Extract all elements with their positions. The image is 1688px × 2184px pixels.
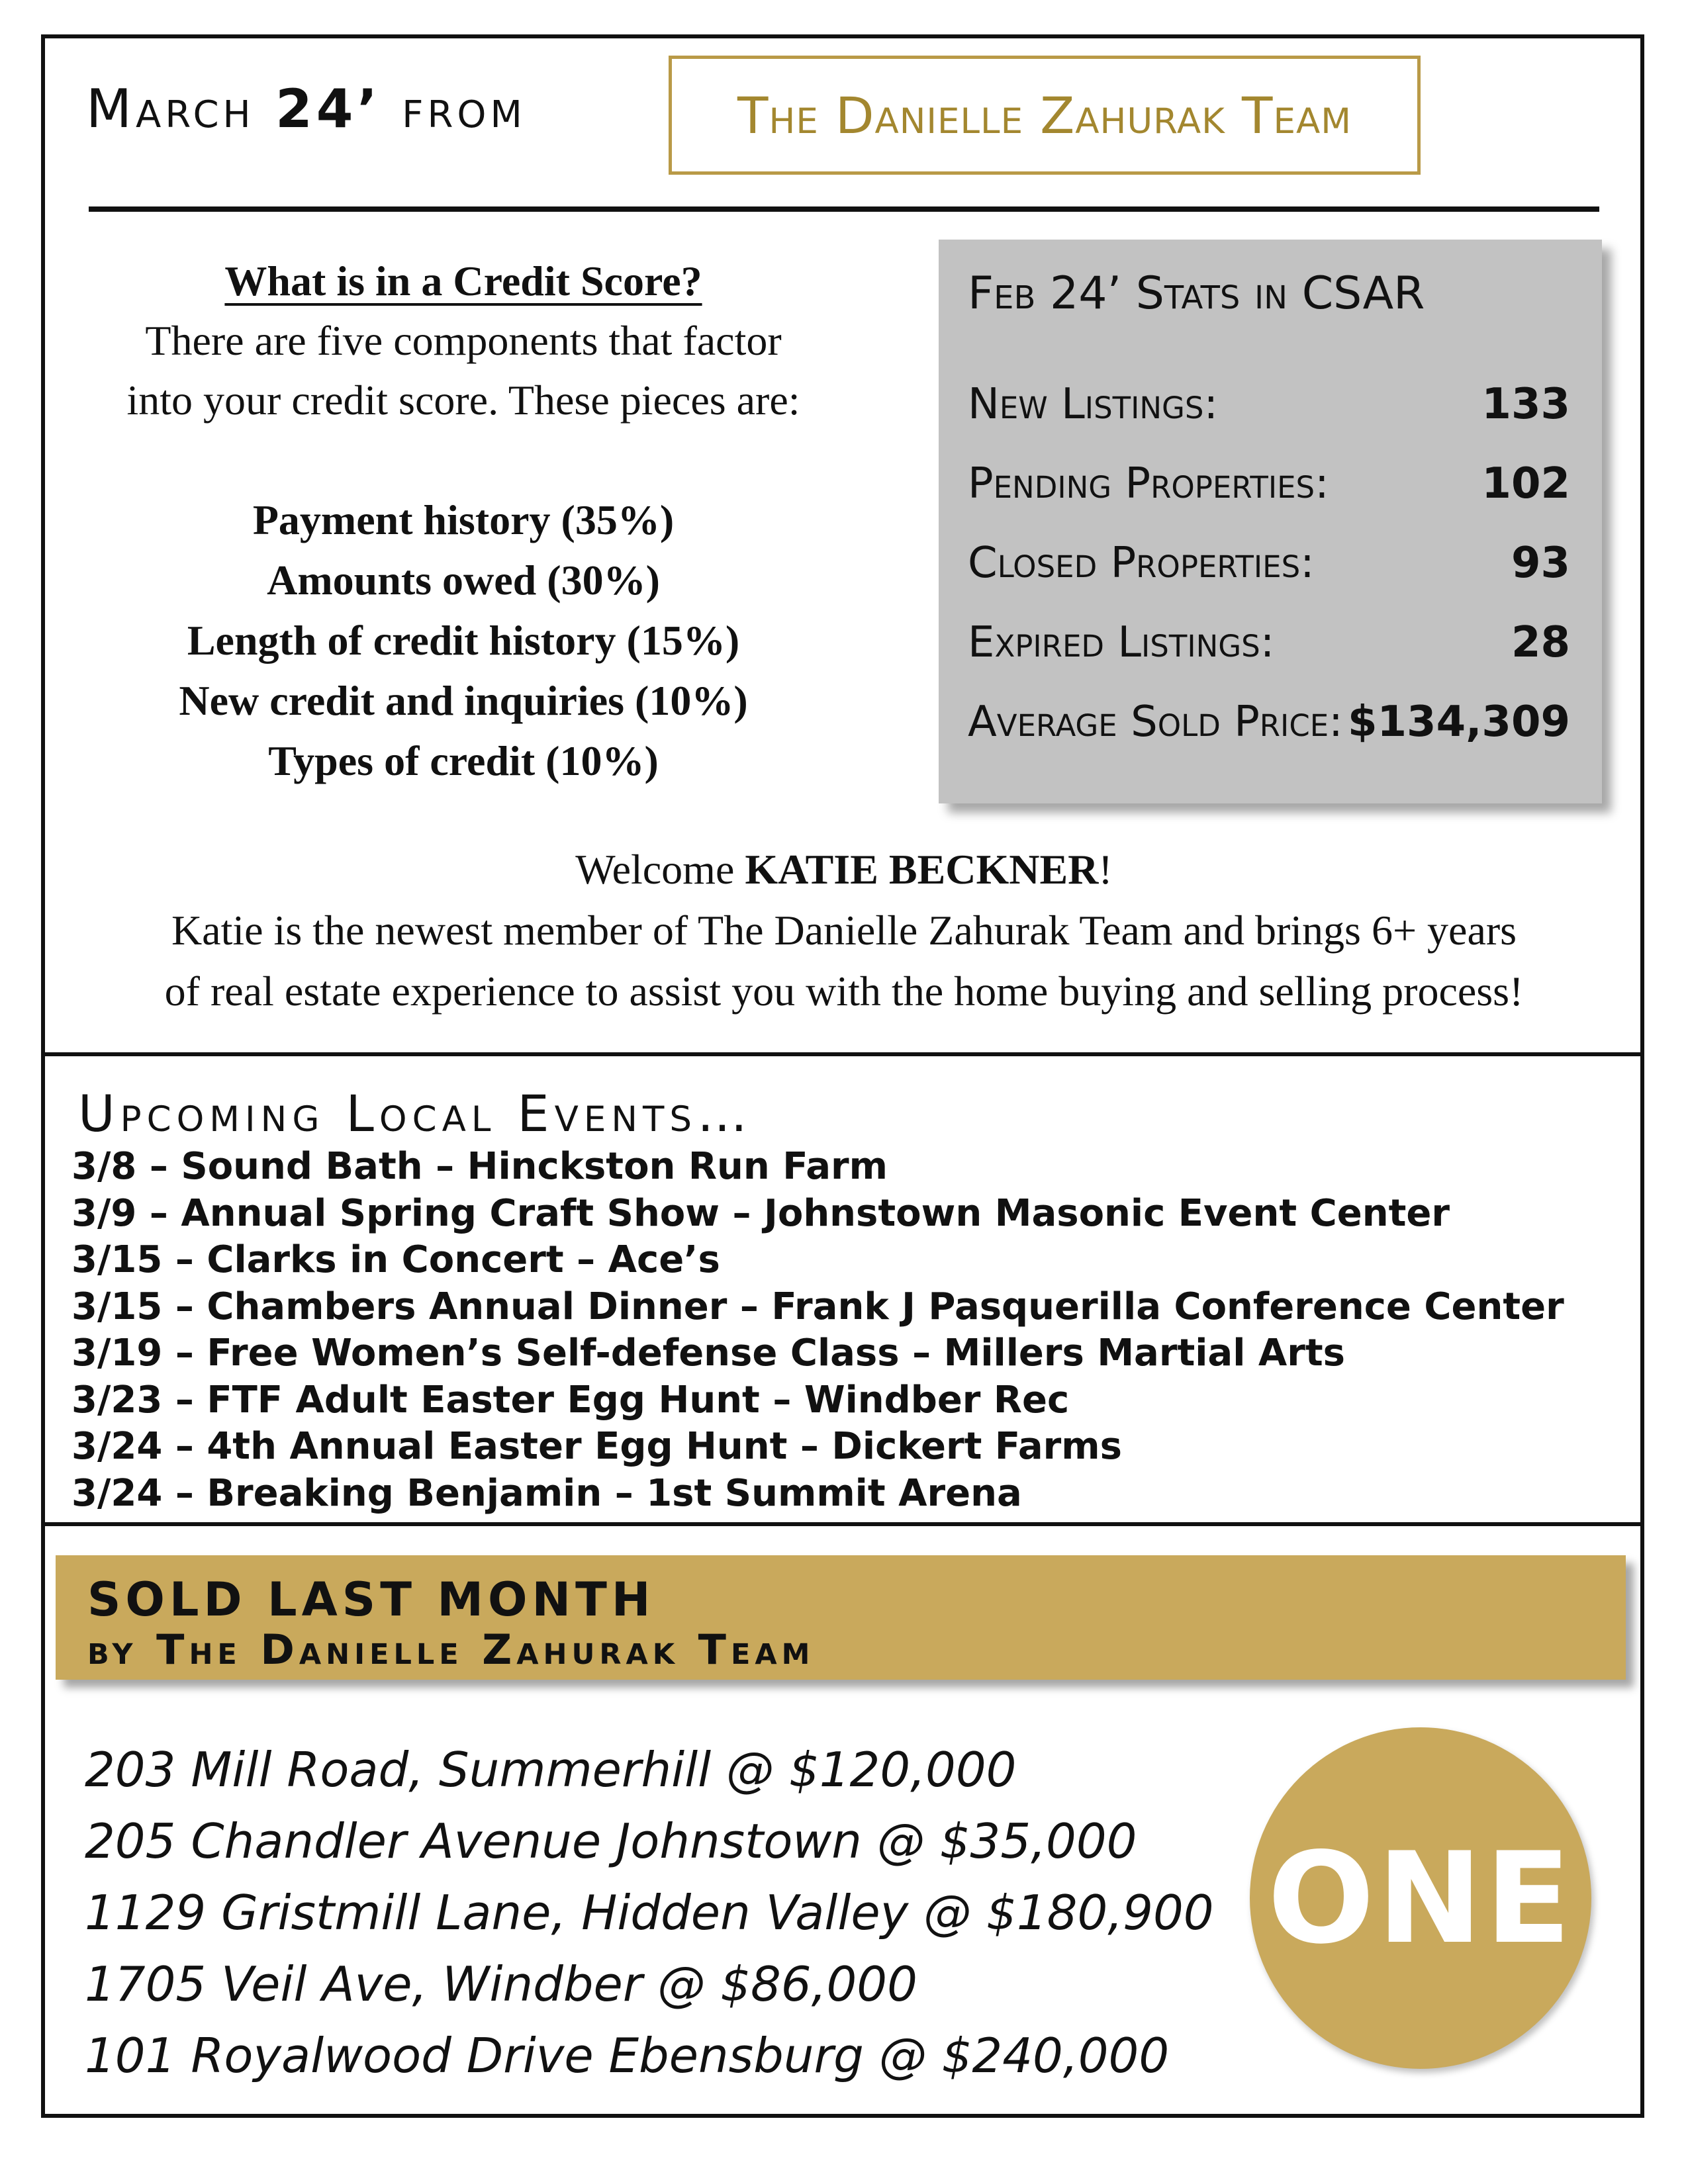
header-from: from [402, 78, 526, 140]
section-divider [41, 1522, 1644, 1526]
events-list [71, 1144, 1564, 1517]
credit-score-spacer [99, 430, 827, 490]
header-team-box [669, 56, 1421, 175]
stats-label: Closed Properties: [968, 539, 1315, 588]
stats-value: 102 [1481, 459, 1570, 508]
stats-label: Average Sold Price: [968, 698, 1343, 747]
header-team-name: The Danielle Zahurak Team [737, 85, 1352, 145]
credit-component: Payment history (35%) [252, 496, 675, 543]
stats-value: 28 [1511, 618, 1570, 667]
event-item: 3/23 – FTF Adult Easter Egg Hunt – Windber Rec [71, 1378, 1070, 1422]
credit-score-title: What is in a Credit Score? [224, 257, 702, 304]
sold-item: 1129 Gristmill Lane, Hidden Valley @ $180,900 [85, 1885, 1214, 1940]
sold-banner-subtitle: by The Danielle Zahurak Team [87, 1625, 815, 1674]
credit-component: Amounts owed (30%) [267, 557, 660, 604]
stats-row [968, 380, 1570, 429]
sold-item: 1705 Veil Ave, Windber @ $86,000 [85, 1956, 917, 2012]
section-divider [41, 1052, 1644, 1056]
credit-score-section [99, 251, 827, 791]
credit-component: New credit and inquiries (10%) [179, 677, 748, 724]
stats-label: New Listings: [968, 380, 1219, 429]
stats-label: Pending Properties: [968, 459, 1329, 508]
header-date [86, 78, 526, 140]
event-item: 3/15 – Chambers Annual Dinner – Frank J Pasquerilla Conference Center [71, 1285, 1564, 1328]
stats-row [968, 698, 1570, 747]
welcome-name: KATIE BECKNER [745, 846, 1099, 893]
event-item: 3/8 – Sound Bath – Hinckston Run Farm [71, 1145, 888, 1188]
stats-value: 93 [1511, 539, 1570, 588]
welcome-section [46, 839, 1642, 1022]
welcome-suffix: ! [1098, 846, 1113, 893]
welcome-line2: Katie is the newest member of The Danielle Zahurak Team and brings 6+ years [171, 907, 1517, 954]
credit-score-intro-line1: There are five components that factor [145, 317, 782, 364]
event-item: 3/15 – Clarks in Concert – Ace’s [71, 1238, 720, 1281]
stats-panel [939, 240, 1602, 803]
sold-item: 101 Royalwood Drive Ebensburg @ $240,000 [85, 2028, 1170, 2083]
sold-banner-title: SOLD LAST MONTH [87, 1572, 655, 1627]
stats-row [968, 459, 1570, 508]
sold-item: 205 Chandler Avenue Johnstown @ $35,000 [85, 1813, 1137, 1869]
welcome-line3: of real estate experience to assist you with the home buying and selling process! [164, 968, 1524, 1015]
welcome-line1 [46, 839, 1642, 900]
events-title: Upcoming Local Events… [78, 1084, 753, 1143]
sold-banner [56, 1555, 1626, 1680]
stats-label: Expired Listings: [968, 618, 1275, 667]
event-item: 3/24 – Breaking Benjamin – 1st Summit Arena [71, 1471, 1022, 1515]
stats-row [968, 618, 1570, 667]
event-item: 3/24 – 4th Annual Easter Egg Hunt – Dickert Farms [71, 1425, 1122, 1468]
stats-title: Feb 24’ Stats in CSAR [968, 267, 1425, 320]
header-divider [89, 206, 1599, 212]
event-item: 3/19 – Free Women’s Self-defense Class – Millers Martial Arts [71, 1332, 1345, 1375]
sold-list [85, 1734, 1214, 2091]
header-year: 24’ [275, 78, 381, 140]
header-month: March [86, 78, 255, 140]
credit-component: Types of credit (10%) [268, 737, 659, 784]
sold-item: 203 Mill Road, Summerhill @ $120,000 [85, 1742, 1017, 1797]
one-brand-logo-icon [1250, 1727, 1591, 2069]
credit-score-intro-line2: into your credit score. These pieces are: [126, 377, 800, 424]
event-item: 3/9 – Annual Spring Craft Show – Johnstown Masonic Event Center [71, 1191, 1450, 1235]
stats-value: $134,309 [1347, 698, 1570, 747]
stats-row [968, 539, 1570, 588]
logo-text: ONE [1267, 1825, 1574, 1972]
credit-component: Length of credit history (15%) [187, 617, 740, 664]
welcome-prefix: Welcome [575, 846, 745, 893]
stats-value: 133 [1481, 380, 1570, 429]
